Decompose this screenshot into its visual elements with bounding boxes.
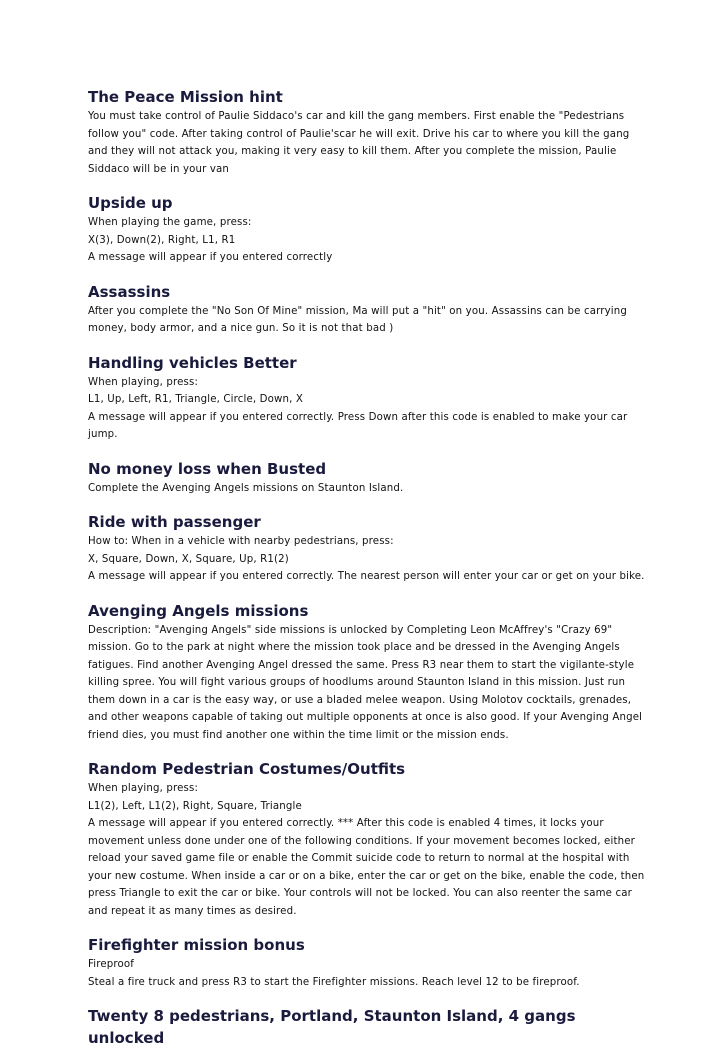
section-heading: Assassins: [88, 282, 171, 301]
section-heading: No money loss when Busted: [88, 459, 327, 478]
section-text-line: Description: "Avenging Angels" side missions is unlocked by Completing Leon McAffrey's "Crazy 69" mission. Go to the park at night where the mission took place and be dressed in the Avenging Angels fatigues. Find another Avenging Angel dressed the same. Press R3 near them to start the vigilante-style killing spree. You will fight various groups of hoodlums around Staunton Island in this mission. Just run them down in a car is the easy way, or use a bladed melee weapon. Using Molotov cocktails, grenades, and other weapons capable of taking out multiple opponents at once is also good. If your Avenging Angel friend dies, you must find another one within the time limit or the mission ends.: [88, 624, 643, 741]
section-heading: The Peace Mission hint: [88, 88, 283, 106]
section-text-line: X(3), Down(2), Right, L1, R1: [88, 234, 236, 246]
cheat-section: [88, 758, 648, 920]
cheat-section: [88, 600, 648, 745]
section-heading: Ride with passenger: [88, 513, 261, 531]
document-page: [88, 86, 648, 1063]
section-text-line: You must take control of Paulie Siddaco's car and kill the gang members. First enable the "Pedestrians follow you" code. After taking control of Paulie'scar he will exit. Drive his car to where you kill the gang and they will not attack you, making it very easy to kill them. After you complete the mission, Paulie Siddaco will be in your van: [88, 111, 630, 175]
cheat-section: [88, 192, 648, 267]
section-text-line: How to: When in a vehicle with nearby pedestrians, press:: [88, 536, 394, 547]
section-text-line: When playing, press:: [88, 376, 199, 388]
section-heading: Handling vehicles Better: [88, 353, 297, 372]
cheat-section: [88, 86, 648, 178]
section-heading: Upside up: [88, 194, 173, 212]
section-text-line: A message will appear if you entered correctly: [88, 252, 333, 263]
section-text-line: When playing the game, press:: [88, 217, 252, 228]
section-text-line: A message will appear if you entered correctly. *** After this code is enabled 4 times, it locks your movement unless done under one of the following conditions. If your movement becomes locked, either reload your saved game file or enable the Commit suicide code to return to normal at the hospital with your new costume. When inside a car or on a bike, enter the car or get on the bike, enable the code, then press Triangle to exit the car or bike. Your controls will not be locked. You can also reenter the same car and repeat it as many times as desired.: [88, 818, 645, 917]
cheat-section: [88, 934, 648, 991]
section-text-line: X, Square, Down, X, Square, Up, R1(2): [88, 553, 289, 565]
section-text-line: Steal a fire truck and press R3 to start the Firefighter missions. Reach level 12 to be fireproof.: [88, 976, 580, 988]
section-text-line: Fireproof: [88, 959, 135, 970]
cheat-section: [88, 281, 648, 338]
section-heading: Avenging Angels missions: [88, 601, 309, 620]
section-text-line: When playing, press:: [88, 783, 199, 794]
section-heading: Firefighter mission bonus: [88, 936, 305, 954]
section-heading: Random Pedestrian Costumes/Outfits: [88, 760, 406, 778]
section-text-line: L1, Up, Left, R1, Triangle, Circle, Down, X: [88, 394, 304, 405]
cheat-section: [88, 1005, 648, 1049]
section-text-line: After you complete the "No Son Of Mine" mission, Ma will put a "hit" on you. Assassins can be carrying money, body armor, and a nice gun. So it is not that bad ): [88, 305, 627, 334]
section-text-line: A message will appear if you entered correctly. Press Down after this code is enabled to make your car jump.: [88, 411, 628, 440]
section-text-line: L1(2), Left, L1(2), Right, Square, Triangle: [88, 800, 302, 812]
cheat-section: [88, 352, 648, 444]
section-heading: Twenty 8 pedestrians, Portland, Staunton Island, 4 gangs unlocked: [88, 1007, 576, 1047]
cheat-section: [88, 511, 648, 586]
section-text-line: Complete the Avenging Angels missions on Staunton Island.: [88, 482, 404, 494]
section-text-line: A message will appear if you entered correctly. The nearest person will enter your car or get on your bike.: [88, 571, 645, 582]
cheat-section: [88, 458, 648, 498]
